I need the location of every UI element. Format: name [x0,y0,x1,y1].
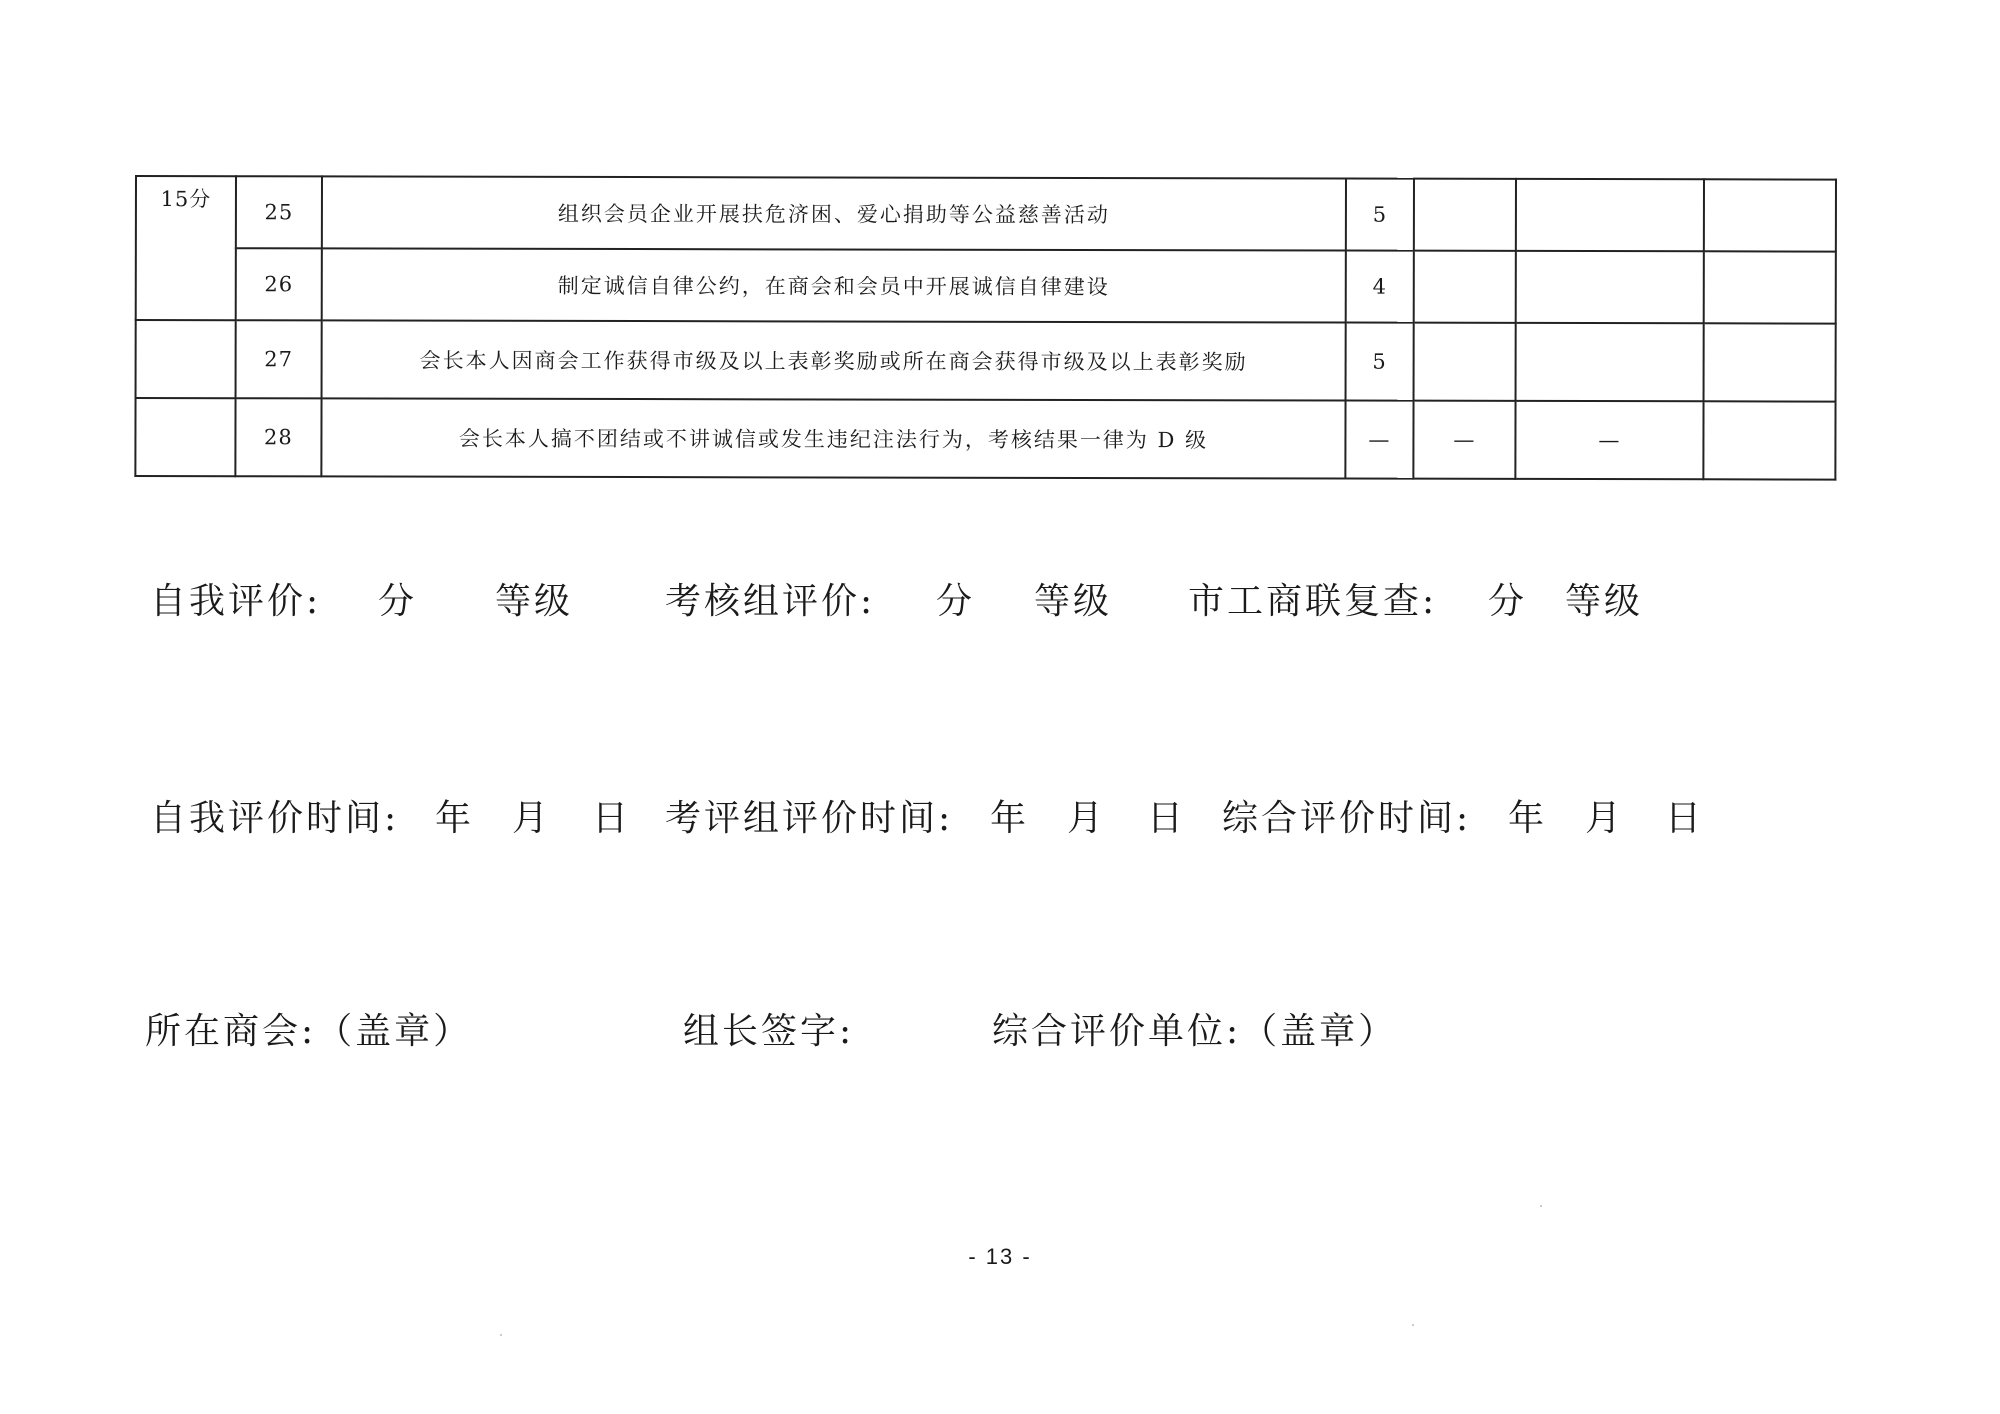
self-score-unit: 分 [378,581,418,622]
self-evaluation-label: 自我评价: [150,581,322,622]
item-content-cell: 会长本人搞不团结或不讲诚信或发生违纪注法行为，考核结果一律为 D 级 [321,398,1345,478]
table-row [136,248,1836,324]
item-content-cell: 制定诚信自律公约，在商会和会员中开展诚信自律建设 [322,248,1346,322]
group-score-cell [1516,179,1704,251]
category-score-cell [136,320,236,398]
self-score-cell [1414,179,1516,251]
overall-year-label: 年 [1508,798,1548,839]
item-number-cell: 27 [236,320,322,398]
item-score-cell: 5 [1346,179,1414,251]
item-content-cell: 会长本人因商会工作获得市级及以上表彰奖励或所在商会获得市级及以上表彰奖励 [322,320,1346,400]
signature-line [0,1003,2000,1053]
group-score-unit: 分 [936,581,976,622]
category-score-cell [135,398,235,476]
group-evaluation-label: 考核组评价: [665,581,876,622]
group-score-cell: — [1515,401,1703,479]
review-score-unit: 分 [1488,581,1528,622]
scan-speck [1412,1324,1414,1326]
group-score-cell [1516,251,1704,323]
self-score-cell: — [1413,401,1515,479]
review-score-cell [1704,251,1836,323]
item-score-cell: 5 [1346,323,1414,401]
scan-speck [500,1334,502,1336]
self-grade-label: 等级 [495,581,574,622]
scan-speck [1540,1205,1542,1207]
group-time-label: 考评组评价时间: [665,798,954,839]
item-number-cell: 25 [236,176,322,248]
item-content-cell: 组织会员企业开展扶危济困、爱心捐助等公益慈善活动 [322,176,1346,250]
item-number-cell: 28 [235,398,321,476]
item-number-cell: 26 [236,248,322,320]
page-number: - 13 - [968,1244,1032,1269]
overall-month-label: 月 [1585,798,1625,839]
evaluation-line [0,573,2000,623]
item-score-cell: — [1345,401,1413,479]
item-score-cell: 4 [1346,251,1414,323]
category-score-cell: 15分 [136,176,236,320]
self-score-cell [1414,251,1516,323]
review-label: 市工商联复查: [1188,581,1438,622]
score-table [134,175,1837,481]
review-score-cell [1704,179,1836,251]
group-grade-label: 等级 [1034,581,1113,622]
group-month-label: 月 [1067,798,1107,839]
leader-signature-label: 组长签字: [683,1011,855,1052]
self-time-label: 自我评价时间: [150,798,400,839]
self-year-label: 年 [435,798,475,839]
table-row [135,398,1835,480]
overall-day-label: 日 [1665,798,1705,839]
group-score-cell [1516,323,1704,401]
review-score-cell [1703,401,1835,479]
self-month-label: 月 [512,798,552,839]
chamber-seal-label: 所在商会:（盖章） [145,1011,473,1052]
group-year-label: 年 [990,798,1030,839]
group-day-label: 日 [1147,798,1187,839]
self-day-label: 日 [592,798,632,839]
table-row [136,320,1836,402]
review-grade-label: 等级 [1565,581,1644,622]
review-score-cell [1704,323,1836,401]
evaluation-time-line [0,790,2000,840]
overall-time-label: 综合评价时间: [1222,798,1472,839]
self-score-cell [1414,323,1516,401]
unit-seal-label: 综合评价单位:（盖章） [992,1011,1398,1052]
table-row [136,176,1836,252]
